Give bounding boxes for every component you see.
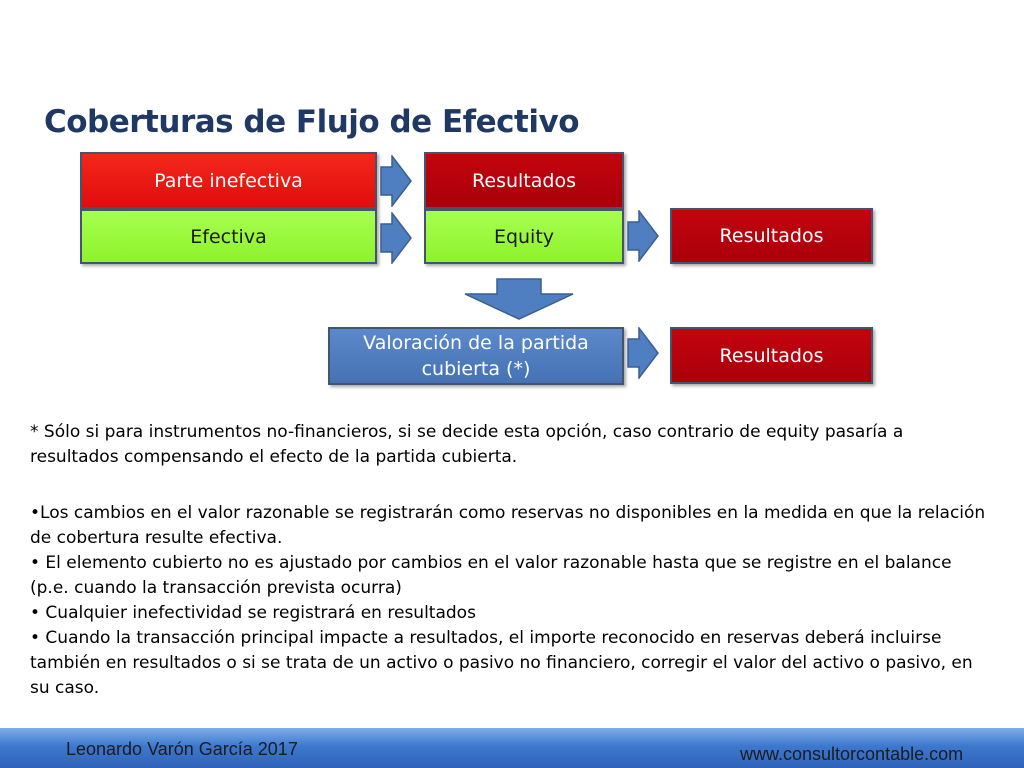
bullet-item: • El elemento cubierto no es ajustado por cambios en el valor razonable hasta que se registre en el balance (p.e. cuando la transacción prevista ocurra) bbox=[30, 553, 952, 598]
arrow-right-icon bbox=[380, 212, 412, 264]
bullet-item: • Cuando la transacción principal impacte a resultados, el importe reconocido en reservas deberá incluirse también en resultados o si se trata de un activo o pasivo no financiero, corregir el valor del activo o pasivo, en su caso. bbox=[30, 628, 973, 698]
box-resultados-top bbox=[424, 152, 624, 209]
box-equity-label: Equity bbox=[493, 225, 555, 248]
bullet-list bbox=[30, 501, 990, 701]
footnote bbox=[30, 420, 990, 470]
box-valoracion bbox=[328, 327, 624, 385]
arrow-down-icon bbox=[463, 278, 575, 320]
box-parte-inefectiva bbox=[80, 152, 377, 209]
box-valoracion-line2: cubierta (*) bbox=[421, 358, 531, 380]
arrow-right-icon bbox=[627, 210, 659, 262]
box-equity bbox=[424, 209, 624, 264]
box-resultados-valoracion bbox=[670, 327, 873, 384]
box-valoracion-line1: Valoración de la partida bbox=[363, 332, 589, 354]
box-resultados-equity bbox=[670, 208, 873, 264]
footer-author: Leonardo Varón García 2017 bbox=[66, 739, 298, 759]
arrow-right-icon bbox=[627, 327, 659, 379]
box-resultados-top-label: Resultados bbox=[472, 169, 576, 192]
page-title: Coberturas de Flujo de Efectivo bbox=[44, 104, 580, 140]
footnote-text: * Sólo si para instrumentos no-financieros, si se decide esta opción, caso contrario de equity pasaría a resultados compensando el efecto de la partida cubierta. bbox=[30, 422, 904, 467]
box-efectiva bbox=[80, 209, 377, 264]
footer-website[interactable]: www.consultorcontable.com bbox=[740, 744, 964, 764]
box-resultados-valoracion-label: Resultados bbox=[719, 344, 824, 367]
box-efectiva-label: Efectiva bbox=[190, 225, 267, 248]
arrow-right-icon bbox=[380, 155, 412, 207]
box-resultados-equity-label: Resultados bbox=[719, 225, 824, 247]
box-parte-inefectiva-label: Parte inefectiva bbox=[154, 169, 303, 192]
bullet-item: • Cualquier inefectividad se registrará en resultados bbox=[30, 603, 476, 623]
bullet-item: •Los cambios en el valor razonable se registrarán como reservas no disponibles en la medida en que la relación de cobertura resulte efectiva. bbox=[30, 503, 986, 548]
